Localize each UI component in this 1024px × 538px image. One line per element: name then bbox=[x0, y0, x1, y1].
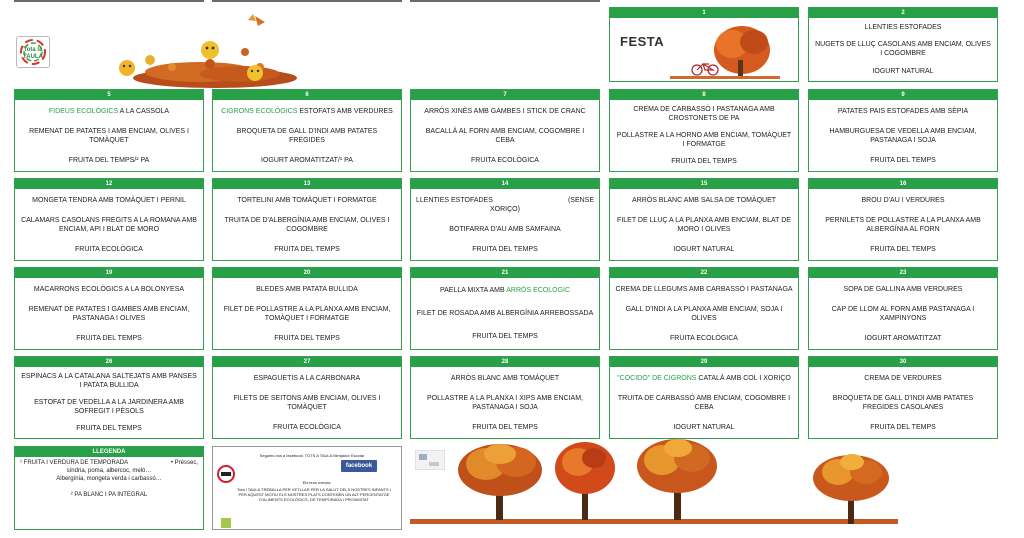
first-course: ARRÒS BLANC AMB TOMÀQUET bbox=[450, 374, 560, 382]
second-course: FILET DE LLUÇ A LA PLANXA AMB ENCIAM, BLAT DE MORO I OLIVES bbox=[617, 216, 791, 233]
info-box bbox=[212, 446, 402, 530]
dessert: FRUITA DEL TEMPS bbox=[870, 156, 936, 164]
first-course: ARRÒS XINÈS AMB GAMBES I STICK DE CRANC bbox=[424, 107, 586, 115]
day-27-cell bbox=[212, 356, 402, 439]
legend-content bbox=[15, 457, 203, 501]
dessert: FRUITA DEL TEMPS bbox=[472, 333, 538, 340]
second-course: GALL D'INDI A LA PLANXA AMB ENCIAM, SOJA I OLIVES bbox=[625, 305, 783, 322]
day-28-cell bbox=[410, 356, 600, 439]
first-course: BROU D'AU I VERDURES bbox=[861, 196, 945, 204]
legend-row bbox=[20, 459, 198, 467]
second-course: BACALLÀ AL FORN AMB ENCIAM, COGOMBRE I CEBA bbox=[425, 127, 585, 144]
day-number: 30 bbox=[809, 357, 997, 367]
legend-box bbox=[14, 446, 204, 530]
first-course bbox=[218, 107, 396, 116]
day-number: 23 bbox=[809, 268, 997, 278]
day-12-cell bbox=[14, 178, 204, 261]
day-number: 20 bbox=[213, 268, 401, 278]
first-course-rest: CATALÀ AMB COL I XORIÇO bbox=[696, 374, 791, 382]
first-course bbox=[416, 196, 594, 214]
legend-veg-list: Albergínia, mongeta verda i carbassó… bbox=[56, 476, 162, 482]
second-course: TRUITA DE CARBASSÓ AMB ENCIAM, COGOMBRE I CEBA bbox=[617, 394, 791, 411]
dessert: IOGURT NATURAL bbox=[673, 423, 735, 431]
day-number: 21 bbox=[411, 268, 599, 278]
dessert: IOGURT AROMATITZAT/¹ PA bbox=[261, 156, 353, 164]
dessert: FRUITA DEL TEMPS bbox=[472, 245, 538, 253]
first-course: CREMA DE CARBASSÓ I PASTANAGA AMB CROSTONETS DE PA bbox=[633, 106, 775, 122]
first-course-dish: LLENTIES ESTOFADES bbox=[416, 196, 493, 204]
facebook-button[interactable]: facebook bbox=[341, 460, 377, 472]
day-number: 7 bbox=[411, 90, 599, 100]
dessert: FRUITA DEL TEMPS/² PA bbox=[68, 156, 150, 164]
day-21-cell bbox=[410, 267, 600, 350]
day-15-cell bbox=[609, 178, 799, 261]
day-6-cell bbox=[212, 89, 402, 172]
second-course: POLLASTRE A LA PLANXA I XIPS AMB ENCIAM, PASTANAGA I SOJA bbox=[426, 394, 583, 411]
day-7-cell bbox=[410, 89, 600, 172]
autumn-tree-icon bbox=[808, 452, 894, 527]
small-thumbnail-icon bbox=[415, 450, 445, 470]
first-course bbox=[416, 286, 594, 295]
dessert: FRUITA DEL TEMPS bbox=[274, 245, 340, 253]
second-course: POLLASTRE A LA HORNO AMB ENCIAM, TOMÀQUET I FORMATGE bbox=[616, 132, 792, 148]
eco-highlight: FIDEUS ECOLÒGICS bbox=[48, 107, 119, 115]
day-1-cell bbox=[609, 7, 799, 82]
day-9-cell bbox=[808, 89, 998, 172]
tota-la-taula-logo bbox=[16, 36, 50, 68]
first-course: PATATES PAIS ESTOFADES AMB SÈPIA bbox=[837, 107, 969, 115]
dessert: IOGURT NATURAL bbox=[872, 67, 934, 75]
legend-seasonal-fruit: • Préssec, bbox=[170, 460, 198, 466]
day-16-cell bbox=[808, 178, 998, 261]
autumn-tree-with-bicycle-icon bbox=[670, 20, 780, 80]
day-22-cell bbox=[609, 267, 799, 350]
dessert: FRUITA DEL TEMPS bbox=[76, 425, 142, 432]
autumn-tree-icon bbox=[450, 440, 550, 525]
dessert: FRUITA DEL TEMPS bbox=[671, 158, 737, 165]
top-rule bbox=[212, 0, 402, 2]
day-number: 14 bbox=[411, 179, 599, 189]
first-course-rest: A LA CASSOLA bbox=[118, 107, 170, 115]
day-number: 13 bbox=[213, 179, 401, 189]
eco-highlight: "COCIDO" DE CIGRONS bbox=[617, 374, 697, 382]
first-course: SOPA DE GALLINA AMB VERDURES bbox=[843, 285, 963, 293]
day-14-cell bbox=[410, 178, 600, 261]
second-course: FILETS DE SEITONS AMB ENCIAM, OLIVES I TOMÀQUET bbox=[233, 394, 381, 411]
day-number: 12 bbox=[15, 179, 203, 189]
day-19-cell bbox=[14, 267, 204, 350]
dessert: FRUITA ECOLÒGICA bbox=[273, 423, 341, 431]
day-number: 8 bbox=[610, 90, 798, 100]
second-course: BROQUETA DE GALL D'INDI AMB PATATES FREGIDES bbox=[236, 127, 378, 144]
legend-title: LLEGENDA bbox=[15, 447, 203, 457]
eco-highlight: ARRÒS ECOLÒGIC bbox=[506, 287, 571, 294]
no-entry-icon bbox=[217, 465, 235, 483]
day-number: 29 bbox=[610, 357, 798, 367]
day-number: 5 bbox=[15, 90, 203, 100]
day-2-cell bbox=[808, 7, 998, 82]
first-course: LLENTIES ESTOFADES bbox=[864, 24, 942, 32]
top-rule bbox=[14, 0, 204, 2]
first-course: MACARRONS ECOLÒGICS A LA BOLONYESA bbox=[33, 285, 185, 293]
day-30-cell bbox=[808, 356, 998, 439]
first-course: CREMA DE VERDURES bbox=[864, 374, 942, 382]
dessert: FRUITA ECOLÒGICA bbox=[471, 156, 539, 164]
second-course: TRUITA DE D'ALBERGÍNIA AMB ENCIAM, OLIVES I COGOMBRE bbox=[224, 216, 390, 233]
second-course: CALAMARS CASOLANS FREGITS A LA ROMANA AMB ENCIAM, API I BLAT DE MORO bbox=[21, 216, 197, 233]
second-course: PERNILETS DE POLLASTRE A LA PLANXA AMB ALBERGÍNIA AL FORN bbox=[825, 216, 981, 233]
first-course: ESPAGUETIS A LA CARBONARA bbox=[253, 374, 361, 382]
legend-bread: ² PA BLANC I PA INTEGRAL bbox=[70, 492, 148, 498]
second-course: ESTOFAT DE VEDELLA A LA JARDINERA AMB SOFREGIT I PÈSOLS bbox=[34, 399, 184, 415]
facebook-follow-text: Segueix-nos a facebook: TOTS A TAULA Menjador Escolar bbox=[259, 453, 365, 458]
day-number: 9 bbox=[809, 90, 997, 100]
day-number: 22 bbox=[610, 268, 798, 278]
dessert: FRUITA ECOLÒGICA bbox=[75, 245, 143, 253]
dessert: FRUITA DEL TEMPS bbox=[274, 334, 340, 342]
second-course: BOTIFARRA D'AU AMB SAMFAINA bbox=[449, 225, 561, 233]
second-course: REMENAT DE PATATES I GAMBES AMB ENCIAM, PASTANAGA I OLIVES bbox=[28, 305, 190, 322]
first-course bbox=[615, 374, 793, 383]
first-course-start: PAELLA MIXTA AMB bbox=[439, 287, 507, 294]
first-course: BLEDES AMB PATATA BULLIDA bbox=[256, 285, 358, 293]
eco-highlight: CIGRONS ECOLÒGICS bbox=[221, 107, 298, 115]
dessert: FRUITA DEL TEMPS bbox=[472, 423, 538, 431]
day-number: 6 bbox=[213, 90, 401, 100]
day-29-cell bbox=[609, 356, 799, 439]
second-course: NUGETS DE LLUÇ CASOLANS AMB ENCIAM, OLIVES I COGOMBRE bbox=[815, 41, 991, 58]
first-course: ESPINACS A LA CATALANA SALTEJATS AMB PANSES I PATATA BULLIDA bbox=[21, 373, 197, 389]
day-5-cell bbox=[14, 89, 204, 172]
day-20-cell bbox=[212, 267, 402, 350]
day-number: 27 bbox=[213, 357, 401, 367]
logo-text: Tota la TAULA bbox=[23, 47, 43, 60]
day-number: 28 bbox=[411, 357, 599, 367]
eco-square-icon bbox=[221, 518, 231, 528]
day-number: 2 bbox=[809, 8, 997, 18]
day-13-cell bbox=[212, 178, 402, 261]
day-26-cell bbox=[14, 356, 204, 439]
day-number: 1 bbox=[610, 8, 798, 18]
first-course: TORTELINI AMB TOMÀQUET I FORMATGE bbox=[237, 196, 377, 204]
dessert: FRUITA DEL TEMPS bbox=[76, 334, 142, 342]
legend-fruit-list: síndria, poma, albercoc, meló… bbox=[66, 468, 152, 474]
first-course: MONGETA TENDRA AMB TOMÀQUET I PERNIL bbox=[32, 196, 186, 204]
first-course-rest: ESTOFATS AMB VERDURES bbox=[297, 107, 393, 115]
day-8-cell bbox=[609, 89, 799, 172]
info-paragraph: Tota l TAULA TREBALLA PER VETLLAR PER LA SALUT DELS NOSTRES INFANTS I PER AQUEST MOTIU ELS NOSTRES PLATS CONTENEN UN ALT PERCENTATGE D'ALIMENTS ECOLÒGICS, DE TEMPORADA I PROXIMITAT bbox=[237, 487, 391, 502]
dessert: FRUITA DEL TEMPS bbox=[870, 423, 936, 431]
second-course: CAP DE LLOM AL FORN AMB PASTANAGA I XAMPINYONS bbox=[831, 305, 975, 322]
first-course-note: (SENSE bbox=[567, 196, 594, 204]
info-subtitle: Els teus menús: bbox=[302, 480, 332, 485]
day-number: 16 bbox=[809, 179, 997, 189]
autumn-tree-icon bbox=[550, 440, 620, 525]
second-course: BROQUETA DE GALL D'INDI AMB PATATES FREGIDES CASOLANES bbox=[832, 394, 974, 411]
first-course: ARRÒS BLANC AMB SALSA DE TOMÀQUET bbox=[631, 196, 777, 204]
dessert: FRUITA ECOLÒGICA bbox=[670, 334, 738, 342]
second-course: HAMBURGUESA DE VEDELLA AMB ENCIAM, PASTANAGA I SOJA bbox=[829, 127, 977, 144]
day-23-cell bbox=[808, 267, 998, 350]
first-course bbox=[20, 107, 198, 116]
info-content bbox=[213, 447, 401, 529]
dessert: IOGURT NATURAL bbox=[673, 245, 735, 253]
festa-label: FESTA bbox=[620, 34, 665, 49]
second-course: FILET DE POLLASTRE A LA PLANXA AMB ENCIAM, TOMÀQUET I FORMATGE bbox=[223, 305, 391, 322]
day-number: 15 bbox=[610, 179, 798, 189]
dessert: IOGURT AROMATITZAT bbox=[864, 334, 942, 342]
second-course: REMENAT DE PATATES I AMB ENCIAM, OLIVES I TOMÀQUET bbox=[29, 127, 189, 144]
dessert: FRUITA DEL TEMPS bbox=[870, 245, 936, 253]
day-number: 19 bbox=[15, 268, 203, 278]
legend-seasonal-label: ¹ FRUITA I VERDURA DE TEMPORADA bbox=[20, 460, 129, 466]
second-course: FILET DE ROSADA AMB ALBERGÍNIA ARREBOSSADA bbox=[416, 310, 594, 317]
top-rule bbox=[410, 0, 600, 2]
autumn-tree-icon bbox=[632, 436, 722, 526]
day-number: 26 bbox=[15, 357, 203, 367]
smiling-leaf-icon bbox=[115, 40, 300, 90]
first-course-note-cont: XORIÇO) bbox=[490, 205, 520, 213]
first-course: CREMA DE LLEGUMS AMB CARBASSÓ I PASTANAGA bbox=[615, 285, 793, 293]
